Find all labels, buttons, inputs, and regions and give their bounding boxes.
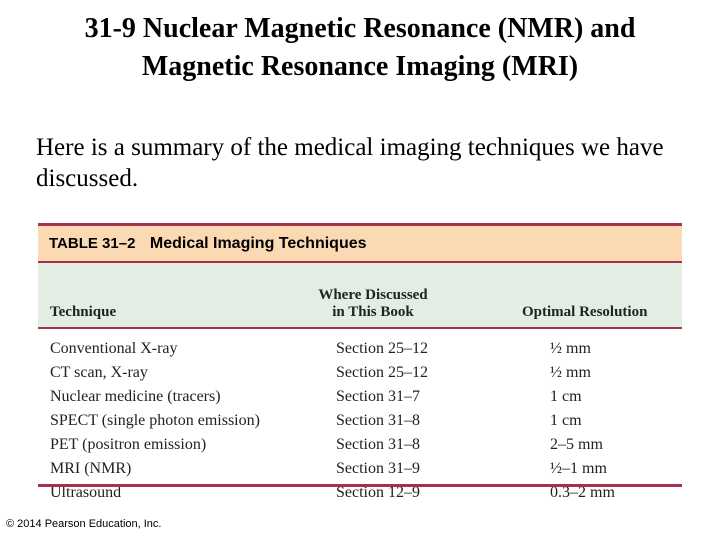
cell-section: Section 31–9 bbox=[336, 460, 420, 477]
cell-technique: SPECT (single photon emission) bbox=[50, 412, 260, 429]
header-where-line1: Where Discussed bbox=[318, 287, 428, 303]
cell-resolution: ½–1 mm bbox=[550, 460, 607, 477]
cell-technique: MRI (NMR) bbox=[50, 460, 132, 477]
cell-resolution: 1 cm bbox=[550, 412, 582, 429]
cell-resolution: 2–5 mm bbox=[550, 436, 603, 453]
table-body bbox=[38, 329, 682, 505]
cell-technique: PET (positron emission) bbox=[50, 436, 207, 453]
table-row bbox=[38, 433, 682, 457]
cell-technique: Nuclear medicine (tracers) bbox=[50, 388, 221, 405]
copyright: © 2014 Pearson Education, Inc. bbox=[6, 518, 162, 530]
cell-resolution: 0.3–2 mm bbox=[550, 484, 615, 501]
cell-section: Section 25–12 bbox=[336, 340, 428, 357]
cell-resolution: ½ mm bbox=[550, 340, 591, 357]
table-row bbox=[38, 409, 682, 433]
medical-imaging-table bbox=[38, 223, 682, 501]
cell-technique: CT scan, X-ray bbox=[50, 364, 148, 381]
table-number: TABLE 31–2 bbox=[49, 235, 136, 252]
cell-technique: Ultrasound bbox=[50, 484, 122, 501]
cell-section: Section 12–9 bbox=[336, 484, 420, 501]
header-where-line2: in This Book bbox=[332, 304, 414, 320]
slide-title bbox=[0, 10, 720, 86]
header-where-discussed bbox=[298, 287, 448, 321]
cell-section: Section 31–8 bbox=[336, 436, 420, 453]
cell-section: Section 25–12 bbox=[336, 364, 428, 381]
table-row bbox=[38, 337, 682, 361]
title-line-2: Magnetic Resonance Imaging (MRI) bbox=[141, 51, 579, 82]
header-technique: Technique bbox=[50, 304, 117, 320]
table-header bbox=[38, 263, 682, 329]
cell-section: Section 31–8 bbox=[336, 412, 420, 429]
table-bottom-rule bbox=[38, 484, 682, 487]
table-row bbox=[38, 385, 682, 409]
table-row bbox=[38, 361, 682, 385]
cell-resolution: 1 cm bbox=[550, 388, 582, 405]
header-resolution: Optimal Resolution bbox=[522, 304, 648, 320]
table-row bbox=[38, 457, 682, 481]
cell-resolution: ½ mm bbox=[550, 364, 591, 381]
table-title-band bbox=[38, 223, 682, 263]
body-text: Here is a summary of the medical imaging techniques we have discussed. bbox=[36, 134, 664, 192]
cell-technique: Conventional X-ray bbox=[50, 340, 178, 357]
cell-section: Section 31–7 bbox=[336, 388, 420, 405]
table-title: Medical Imaging Techniques bbox=[149, 235, 367, 252]
title-line-1: 31-9 Nuclear Magnetic Resonance (NMR) and bbox=[84, 13, 636, 44]
